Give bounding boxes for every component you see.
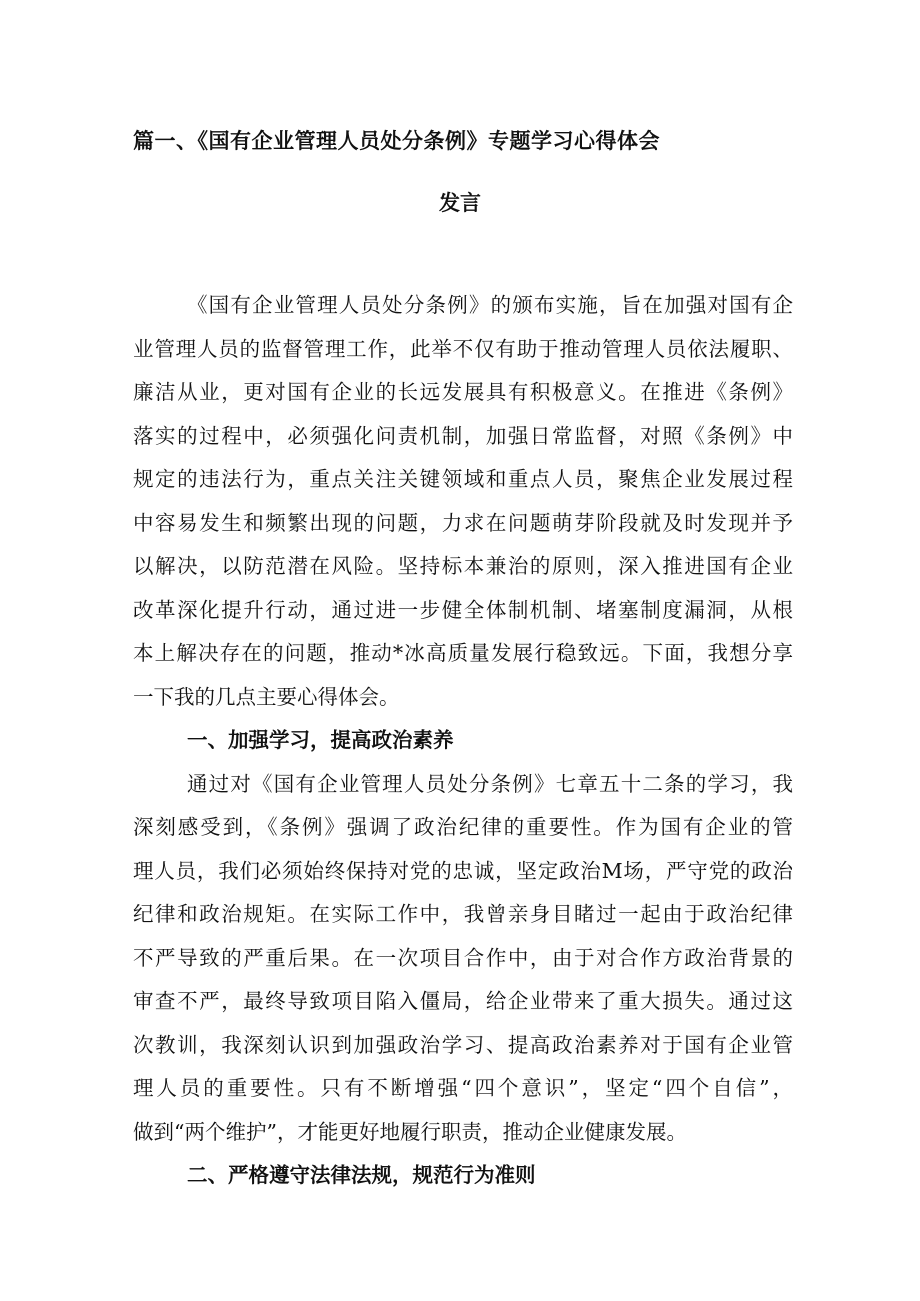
document-body [133, 284, 793, 1198]
section-heading: 一、加强学习，提高政治素养 [187, 728, 454, 752]
paragraph-line: 规定的违法行为，重点关注关键领域和重点人员，聚焦企业发展过程 [133, 467, 793, 491]
paragraph-line: 做到“两个维护”，才能更好地履行职责，推动企业健康发展。 [133, 1119, 687, 1144]
paragraph-line: 审查不严，最终导致项目陷入僵局，给企业带来了重大损失。通过这 [133, 989, 793, 1013]
paragraph-line: 纪律和政治规矩。在实际工作中，我曾亲身目睹过一起由于政治纪律 [133, 902, 793, 926]
paragraph-line: 不严导致的严重后果。在一次项目合作中，由于对合作方政治背景的 [133, 945, 793, 970]
paragraph-line: 《国有企业管理人员处分条例》的颁布实施，旨在加强对国有企 [187, 293, 793, 317]
paragraph-line: 理人员的重要性。只有不断增强“四个意识”，坚定“四个自信”， [133, 1076, 793, 1100]
paragraph-line: 业管理人员的监督管理工作，此举不仅有助于推动管理人员依法履职、 [133, 336, 793, 361]
paragraph-line: 本上解决存在的问题，推动*冰高质量发展行稳致远。下面，我想分享 [133, 641, 793, 665]
paragraph-line: 中容易发生和频繁出现的问题，力求在问题萌芽阶段就及时发现并予 [133, 510, 793, 535]
paragraph-line: 通过对《国有企业管理人员处分条例》七章五十二条的学习，我 [187, 771, 793, 796]
section-heading: 二、严格遵守法律法规，规范行为准则 [187, 1163, 536, 1187]
paragraph-line: 次教训，我深刻认识到加强政治学习、提高政治素养对于国有企业管 [133, 1032, 793, 1057]
document-title-continued: 发言 [439, 190, 481, 215]
paragraph-line: 廉洁从业，更对国有企业的长远发展具有积极意义。在推进《条例》 [133, 380, 793, 404]
paragraph-line: 深刻感受到，《条例》强调了政治纪律的重要性。作为国有企业的管 [133, 815, 793, 839]
paragraph-line: 以解决，以防范潜在风险。坚持标本兼治的原则，深入推进国有企业 [133, 554, 793, 578]
document-title: 篇一、《国有企业管理人员处分条例》专题学习心得体会 [133, 128, 660, 153]
paragraph-line: 改革深化提升行动，通过进一步健全体制机制、堵塞制度漏洞，从根 [133, 597, 793, 622]
paragraph-line: 理人员，我们必须始终保持对党的忠诚，坚定政治M场，严守党的政治 [133, 858, 793, 883]
paragraph-line: 落实的过程中，必须强化问责机制，加强日常监督，对照《条例》中 [133, 423, 793, 448]
paragraph-line: 一下我的几点主要心得体会。 [133, 684, 400, 709]
